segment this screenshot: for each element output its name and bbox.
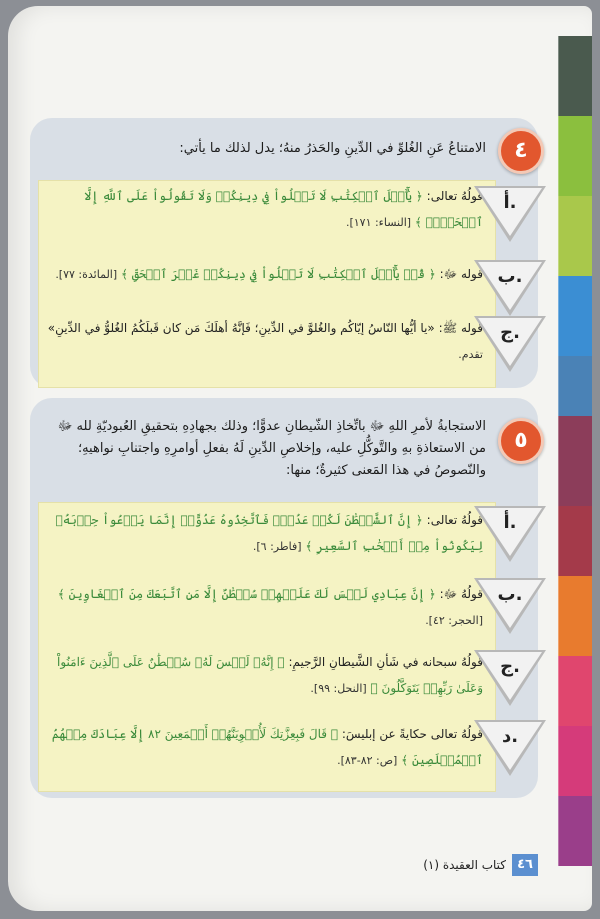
tab-7 xyxy=(558,506,592,576)
s4-b-intro: قوله ﷻ: xyxy=(439,267,483,281)
tab-6 xyxy=(558,416,592,506)
s5-item-d xyxy=(45,721,483,783)
color-tabs xyxy=(558,36,592,866)
tab-5 xyxy=(558,356,592,416)
s5-c-ref: [النحل: ٩٩]. xyxy=(310,682,367,695)
section-4-box xyxy=(38,180,496,388)
s4-c-intro: قوله ﷺ: xyxy=(438,321,483,335)
section-4-number: ٤ xyxy=(498,128,544,174)
tab-1 xyxy=(558,36,592,116)
s5-letter-d: د. xyxy=(474,720,546,776)
s4-c-verse: «يا أيُّها النّاسُ إيّاكُم والغُلوَّ في الدِّينِ؛ فَإنَّهُ أهلَكَ مَن كان قَبلَكُمُ الغُلوُّ في الدِّينِ» xyxy=(47,321,435,335)
s5-item-b xyxy=(45,581,483,637)
s4-b-verse: ﴿ قُلۡ يَٰٓأَهۡلَ ٱلۡكِتَٰبِ لَا تَغۡلُواْ فِي دِينِكُمۡ غَيۡرَ ٱلۡحَقِّ ﴾ xyxy=(120,267,436,281)
s5-b-intro: قولُهُ ﷻ: xyxy=(439,587,483,601)
s4-letter-a: أ. xyxy=(474,186,546,242)
tab-10 xyxy=(558,726,592,796)
book-page xyxy=(8,6,592,911)
s5-c-intro: قولُهُ سبحانه في شَأنِ الشَّيطانِ الرَّجيمِ: xyxy=(288,655,483,669)
section-5-box xyxy=(38,502,496,792)
tab-9 xyxy=(558,656,592,726)
s5-a-intro: قولُهُ تعالى: xyxy=(426,513,483,527)
s4-a-verse: ﴿ يَٰٓأَهۡلَ ٱلۡكِتَٰبِ لَا تَغۡلُواْ فِي دِينِكُمۡ وَلَا تَقُولُواْ عَلَى ٱللَّهِ إِلَّا ٱلۡحَقَّۚ ﴾ xyxy=(84,189,483,229)
s5-d-intro: قولُهُ تعالى حكايةً عن إبليسَ: xyxy=(341,727,483,741)
s5-b-verse: ﴿ إِنَّ عِبَادِي لَيۡسَ لَكَ عَلَيۡهِمۡ سُلۡطَٰنٌ إِلَّا مَنِ ٱتَّبَعَكَ مِنَ ٱلۡغَاوِينَ ﴾ xyxy=(57,587,436,601)
section-4-heading: الامتناعُ عَنِ الغُلوِّ في الدِّينِ والحَذرُ منهُ؛ يدل لذلك ما يأتي: xyxy=(179,141,486,156)
s5-a-verse: ﴿ إِنَّ ٱلشَّيۡطَٰنَ لَكُمۡ عَدُوّٞ فَٱتَّخِذُوهُ عَدُوًّاۚ إِنَّمَا يَدۡعُواْ حِزۡبَهُۥ لِيَكُونُواْ مِنۡ أَصۡحَٰبِ ٱلسَّعِيرِ ﴾ xyxy=(55,513,483,553)
tab-2 xyxy=(558,116,592,196)
s5-letter-b: ب. xyxy=(474,578,546,634)
tab-4 xyxy=(558,276,592,356)
s4-a-ref: [النساء: ١٧١]. xyxy=(345,216,412,229)
tab-11 xyxy=(558,796,592,866)
section-4 xyxy=(30,118,538,388)
s5-letter-c: ج. xyxy=(474,650,546,706)
section-5 xyxy=(30,398,538,798)
s5-c-verse: ﴿ إِنَّهُۥ لَيۡسَ لَهُۥ سُلۡطَٰنٌ عَلَى ٱلَّذِينَ ءَامَنُواْ وَعَلَىٰ رَبِّهِمۡ يَتَوَكَّلُونَ ﴾ xyxy=(57,655,483,695)
s4-item-b xyxy=(45,261,483,293)
section-5-number: ٥ xyxy=(498,418,544,464)
page-footer xyxy=(398,854,538,876)
s4-a-intro: قولُهُ تعالى: xyxy=(426,189,483,203)
s5-item-c xyxy=(45,649,483,711)
section-5-heading: الاستجابةُ لأمرِ اللهِ ﷻ باتِّخاذِ الشّيطانِ عدوًّا؛ وذلك بجهادِهِ بتحقيقِ العُبوديّةِ لله ﷻ من الاستعاذةِ بهِ والتَّوكُّلِ عليه، وإخلاصِ الدِّينِ لَهُ بفعلِ أوامرِهِ واجتنابِ نواهيهِ؛ والنّصوصُ في هذا المَعنى كثيرةٌ؛ منها: xyxy=(57,419,486,478)
s5-a-ref: [فاطر: ٦]. xyxy=(252,540,302,553)
s4-letter-c: ج. xyxy=(474,316,546,372)
page-number: ٤٦ xyxy=(512,854,538,876)
s5-letter-a: أ. xyxy=(474,506,546,562)
tab-8 xyxy=(558,576,592,656)
s5-b-ref: [الحجر: ٤٢]. xyxy=(425,614,483,627)
s4-b-ref: [المائدة: ٧٧]. xyxy=(55,268,118,281)
s5-d-ref: [ص: ٨٢-٨٣]. xyxy=(337,754,398,767)
tab-3 xyxy=(558,196,592,276)
s4-item-a xyxy=(45,183,483,249)
book-title: كتاب العقيدة (١) xyxy=(423,858,506,872)
s4-letter-b: ب. xyxy=(474,260,546,316)
s4-c-ref: تقدم. xyxy=(458,348,483,361)
s5-item-a xyxy=(45,507,483,569)
s5-d-verse: ﴿ قَالَ فَبِعِزَّتِكَ لَأُغۡوِيَنَّهُمۡ أَجۡمَعِينَ ٨٢ إِلَّا عِبَادَكَ مِنۡهُمُ ٱلۡمُخۡلَصِينَ ﴾ xyxy=(51,727,483,767)
s4-item-c xyxy=(45,315,483,381)
